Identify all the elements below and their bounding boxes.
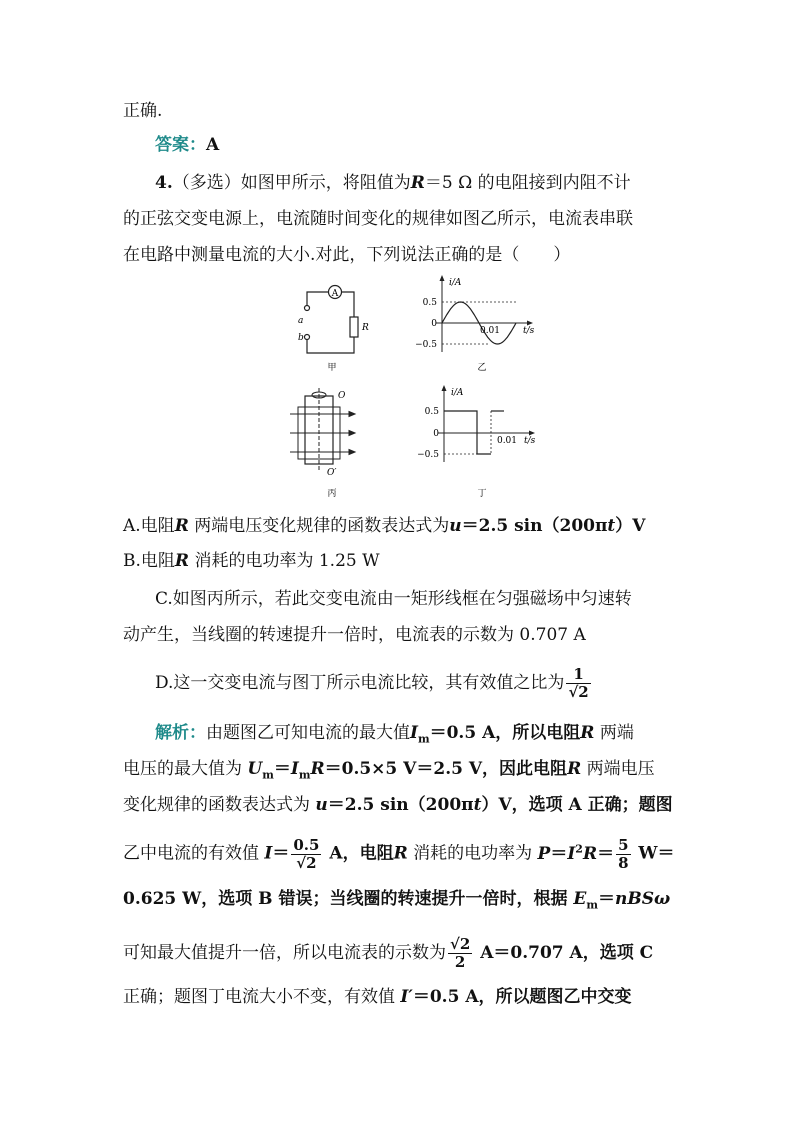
var-R: R xyxy=(174,516,189,536)
resistor-label: R xyxy=(362,323,369,333)
solution-text: ＝2.5 sin（200π xyxy=(327,795,474,815)
subscript-m: m xyxy=(586,898,598,912)
equals-sign: ＝ xyxy=(272,843,290,864)
option-text: ＝2.5 sin（200π xyxy=(461,516,608,536)
fraction-numerator: 1 xyxy=(566,666,590,684)
prev-answer-tail: 正确. xyxy=(123,101,163,121)
var-I: I xyxy=(410,723,418,743)
solution-text: 两端 xyxy=(594,723,634,743)
terminal-a-label: a xyxy=(298,316,304,326)
var-t: t xyxy=(607,516,616,536)
ammeter-label: A xyxy=(331,289,339,299)
option-text: D.这一交变电流与图丁所示电流比较，其有效值之比为 xyxy=(155,673,565,693)
option-text: A.电阻 xyxy=(123,516,175,536)
square-tick-t: 0.01 xyxy=(496,436,518,446)
var-R: R xyxy=(582,843,598,864)
question-number: 4. xyxy=(155,173,173,193)
solution-text: ＝0.5 A，所以电阻 xyxy=(429,723,581,743)
axis-O-label: O xyxy=(338,391,346,401)
option-D xyxy=(155,666,593,701)
solution-text: 电压的最大值为 xyxy=(123,759,248,779)
solution-text: ＝0.5×5 V＝2.5 V，因此电阻 xyxy=(324,759,568,779)
var-R: R xyxy=(174,551,190,571)
var-I: I xyxy=(264,843,273,864)
var-R: R xyxy=(393,843,408,864)
option-text: B.电阻 xyxy=(123,551,175,571)
fraction-numerator: √2 xyxy=(450,935,471,953)
question-line-3: 在电路中测量电流的大小.对此，下列说法正确的是（ ） xyxy=(123,245,571,265)
solution-text: 0.625 W，选项 B 错误；当线圈的转速提升一倍时，根据 xyxy=(123,889,574,909)
solution-line-7 xyxy=(123,984,632,1010)
subscript-m: m xyxy=(298,768,311,782)
figure-jia-caption: 甲 xyxy=(327,363,337,373)
answer-value: A xyxy=(206,135,220,155)
radicand: 2 xyxy=(306,853,317,872)
sine-tick-zero: 0 xyxy=(431,319,437,329)
figure-yi-caption: 乙 xyxy=(477,363,487,373)
sine-x-axis-label: t/s xyxy=(523,326,535,336)
solution-line-6 xyxy=(123,936,653,971)
fraction-denominator: 2 xyxy=(454,953,466,971)
fraction-denominator: 8 xyxy=(618,853,629,872)
var-I: I xyxy=(290,759,299,779)
question-line-1 xyxy=(155,170,631,196)
solution-text: 由题图乙可知电流的最大值 xyxy=(206,723,410,743)
var-R: R xyxy=(410,173,425,193)
axis-O-prime-label: O′ xyxy=(327,468,337,478)
radicand: 2 xyxy=(578,683,589,701)
figures xyxy=(0,270,794,500)
option-C-line-1: C.如图丙所示，若此交变电流由一矩形线框在匀强磁场中匀速转 xyxy=(155,589,632,609)
solution-line-3 xyxy=(123,792,673,818)
ratio-fraction xyxy=(566,666,590,701)
question-text: ＝5 Ω 的电阻接到内阻不计 xyxy=(424,173,631,193)
solution-text: A，电阻 xyxy=(323,843,394,864)
var-I: I xyxy=(567,843,576,864)
solution-label: 解析： xyxy=(155,723,206,743)
var-U: U xyxy=(247,759,263,779)
fraction-numerator: 5 xyxy=(618,835,629,854)
square-tick-zero: 0 xyxy=(433,429,439,439)
formula-nBS-omega: nBSω xyxy=(614,889,671,909)
option-text: ）V xyxy=(615,516,646,536)
var-t: t xyxy=(473,795,482,815)
terminal-b-label: b xyxy=(298,333,304,343)
equals-sign: ＝ xyxy=(597,889,615,909)
solution-text: ＝0.5 A，所以题图乙中交变 xyxy=(412,987,632,1007)
fraction-denominator: √2 xyxy=(568,683,589,701)
equals-sign: ＝ xyxy=(550,843,568,864)
solution-text: ）V，选项 A 正确；题图 xyxy=(481,795,673,815)
var-u: u xyxy=(315,795,328,815)
option-text: 两端电压变化规律的函数表达式为 xyxy=(188,516,450,536)
power-fraction xyxy=(616,837,630,872)
radicand: 2 xyxy=(459,935,471,953)
subscript-m: m xyxy=(262,768,274,782)
solution-line-2 xyxy=(123,756,655,788)
equals-sign: ＝ xyxy=(273,759,291,779)
subscript-m: m xyxy=(417,732,430,746)
sine-tick-neg: −0.5 xyxy=(415,340,437,350)
option-B xyxy=(123,548,380,574)
solution-text: 变化规律的函数表达式为 xyxy=(123,795,316,815)
sine-tick-t: 0.01 xyxy=(479,326,501,336)
var-u: u xyxy=(449,516,462,536)
answer-line xyxy=(155,132,219,158)
var-I-prime: I′ xyxy=(400,987,413,1007)
var-R: R xyxy=(580,723,595,743)
question-line-2: 的正弦交变电源上，电流随时间变化的规律如图乙所示，电流表串联 xyxy=(123,209,633,229)
sine-y-axis-label: i/A xyxy=(449,278,462,288)
superscript-2: 2 xyxy=(575,842,583,855)
solution-text: A＝0.707 A，选项 C xyxy=(474,943,654,963)
sine-tick-pos: 0.5 xyxy=(422,298,437,308)
solution-line-1 xyxy=(155,720,634,752)
solution-text: 正确；题图丁电流大小不变，有效值 xyxy=(123,987,401,1007)
question-tag: （多选） xyxy=(172,173,241,193)
var-R: R xyxy=(310,759,325,779)
resistor-symbol xyxy=(350,317,358,337)
solution-text: W＝ xyxy=(632,843,675,864)
fraction-numerator: 0.5 xyxy=(293,835,320,854)
var-E: E xyxy=(573,889,587,909)
solution-text: 乙中电流的有效值 xyxy=(123,843,265,864)
answer-label: 答案： xyxy=(155,135,206,155)
effective-value-fraction xyxy=(291,837,321,872)
var-P: P xyxy=(537,843,551,864)
option-text: 消耗的电功率为 1.25 W xyxy=(189,551,380,571)
square-tick-pos: 0.5 xyxy=(424,407,439,417)
solution-text: 消耗的电功率为 xyxy=(407,843,538,864)
question-text: 如图甲所示，将阻值为 xyxy=(240,173,411,193)
figure-bing-caption: 丙 xyxy=(327,489,337,499)
figure-ding-caption: 丁 xyxy=(477,489,487,499)
option-C-line-2: 动产生，当线圈的转速提升一倍时，电流表的示数为 0.707 A xyxy=(123,625,586,645)
square-x-axis-label: t/s xyxy=(524,436,536,446)
solution-line-5 xyxy=(123,886,670,918)
solution-line-4 xyxy=(123,836,675,872)
var-R: R xyxy=(567,759,582,779)
solution-text: 可知最大值提升一倍，所以电流表的示数为 xyxy=(123,943,446,963)
equals-sign: ＝ xyxy=(597,843,615,864)
square-tick-neg: −0.5 xyxy=(417,450,439,460)
solution-text: 两端电压 xyxy=(581,759,655,779)
fraction-denominator: √2 xyxy=(296,853,317,872)
square-y-axis-label: i/A xyxy=(451,388,464,398)
current-fraction xyxy=(448,936,472,971)
option-A xyxy=(123,513,645,539)
